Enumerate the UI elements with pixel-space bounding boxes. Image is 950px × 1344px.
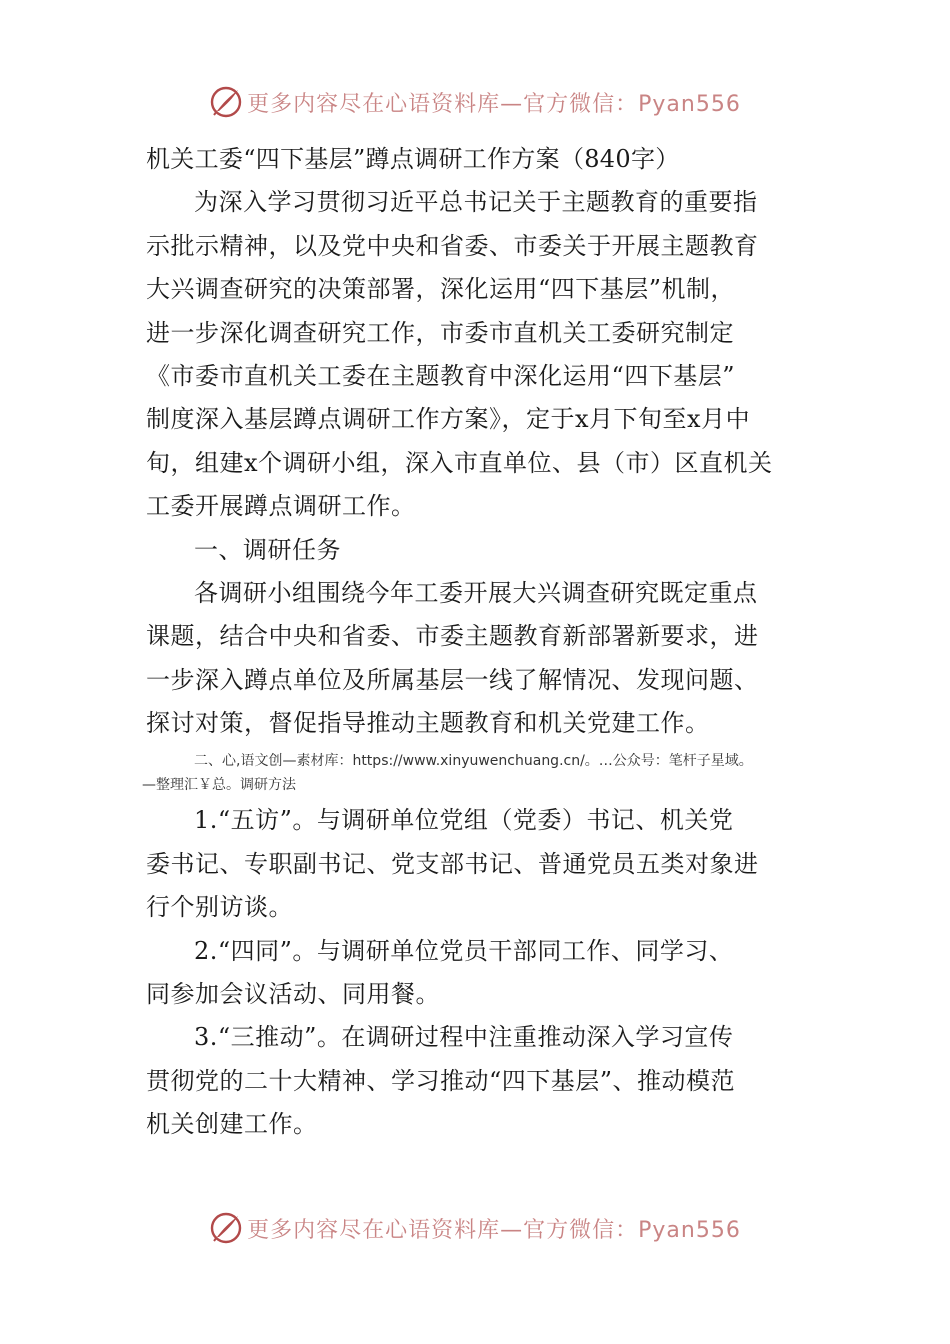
paragraph-line: 课题，结合中央和省委、市委主题教育新部署新要求，进 [146,622,759,651]
paragraph-line: 同参加会议活动、同用餐。 [146,980,440,1009]
paragraph-line: 进一步深化调查研究工作，市委市直机关工委研究制定 [146,318,734,347]
paragraph-line: 《市委市直机关工委在主题教育中深化运用“四下基层” [146,361,736,390]
bottom-watermark-banner [0,1208,950,1248]
paragraph-line: 行个别访谈。 [146,893,293,922]
paragraph-line: 工委开展蹲点调研工作。 [146,492,416,521]
paragraph-line: 示批示精神，以及党中央和省委、市委关于开展主题教育 [146,231,759,260]
feather-pen-logo-icon [209,85,243,119]
paragraph-line: 1.“五访”。与调研单位党组（党委）书记、机关党 [194,806,734,835]
document-title: 机关工委“四下基层”蹲点调研工作方案（840字） [146,145,680,173]
paragraph-line: 制度深入基层蹲点调研工作方案》，定于x月下旬至x月中 [146,405,751,434]
method-item-3 [146,1016,806,1146]
top-watermark-banner [0,82,950,122]
method-item-2 [146,930,806,1017]
paragraph-line: 机关创建工作。 [146,1110,318,1139]
method-item-1 [146,799,806,929]
feather-pen-logo-icon [209,1211,243,1245]
paragraph-line: 大兴调查研究的决策部署，深化运用“四下基层”机制， [146,275,736,304]
watermark-text: 更多内容尽在心语资料库—官方微信：Pyan556 [247,1217,741,1243]
section-heading-tasks: 一、调研任务 [194,535,341,564]
paragraph-line: 2.“四同”。与调研单位党员干部同工作、同学习、 [194,936,734,965]
section-heading-methods: —整理汇￥总。调研方法 [142,777,296,794]
tasks-paragraph [146,572,806,746]
paragraph-line: 贯彻党的二十大精神、学习推动“四下基层”、推动模范 [146,1066,736,1095]
document-body [142,138,806,1147]
paragraph-line: 各调研小组围绕今年工委开展大兴调查研究既定重点 [194,578,758,607]
paragraph-line: 3.“三推动”。在调研过程中注重推动深入学习宣传 [194,1023,734,1052]
paragraph-line: 为深入学习贯彻习近平总书记关于主题教育的重要指 [194,188,758,217]
paragraph-line: 委书记、专职副书记、党支部书记、普通党员五类对象进 [146,849,759,878]
watermark-text: 更多内容尽在心语资料库—官方微信：Pyan556 [247,91,741,117]
intro-paragraph [146,181,806,528]
paragraph-line: 旬，组建x个调研小组，深入市直单位、县（市）区直机关 [146,448,773,477]
paragraph-line: 一步深入蹲点单位及所属基层一线了解情况、发现问题、 [146,665,759,694]
paragraph-line: 探讨对策，督促指导推动主题教育和机关党建工作。 [146,709,710,738]
section-heading-methods-note: 二、心,语文创—素材库：https://www.xinyuwenchuang.cn/。…公众号：笔杆子星域。 [194,753,753,770]
